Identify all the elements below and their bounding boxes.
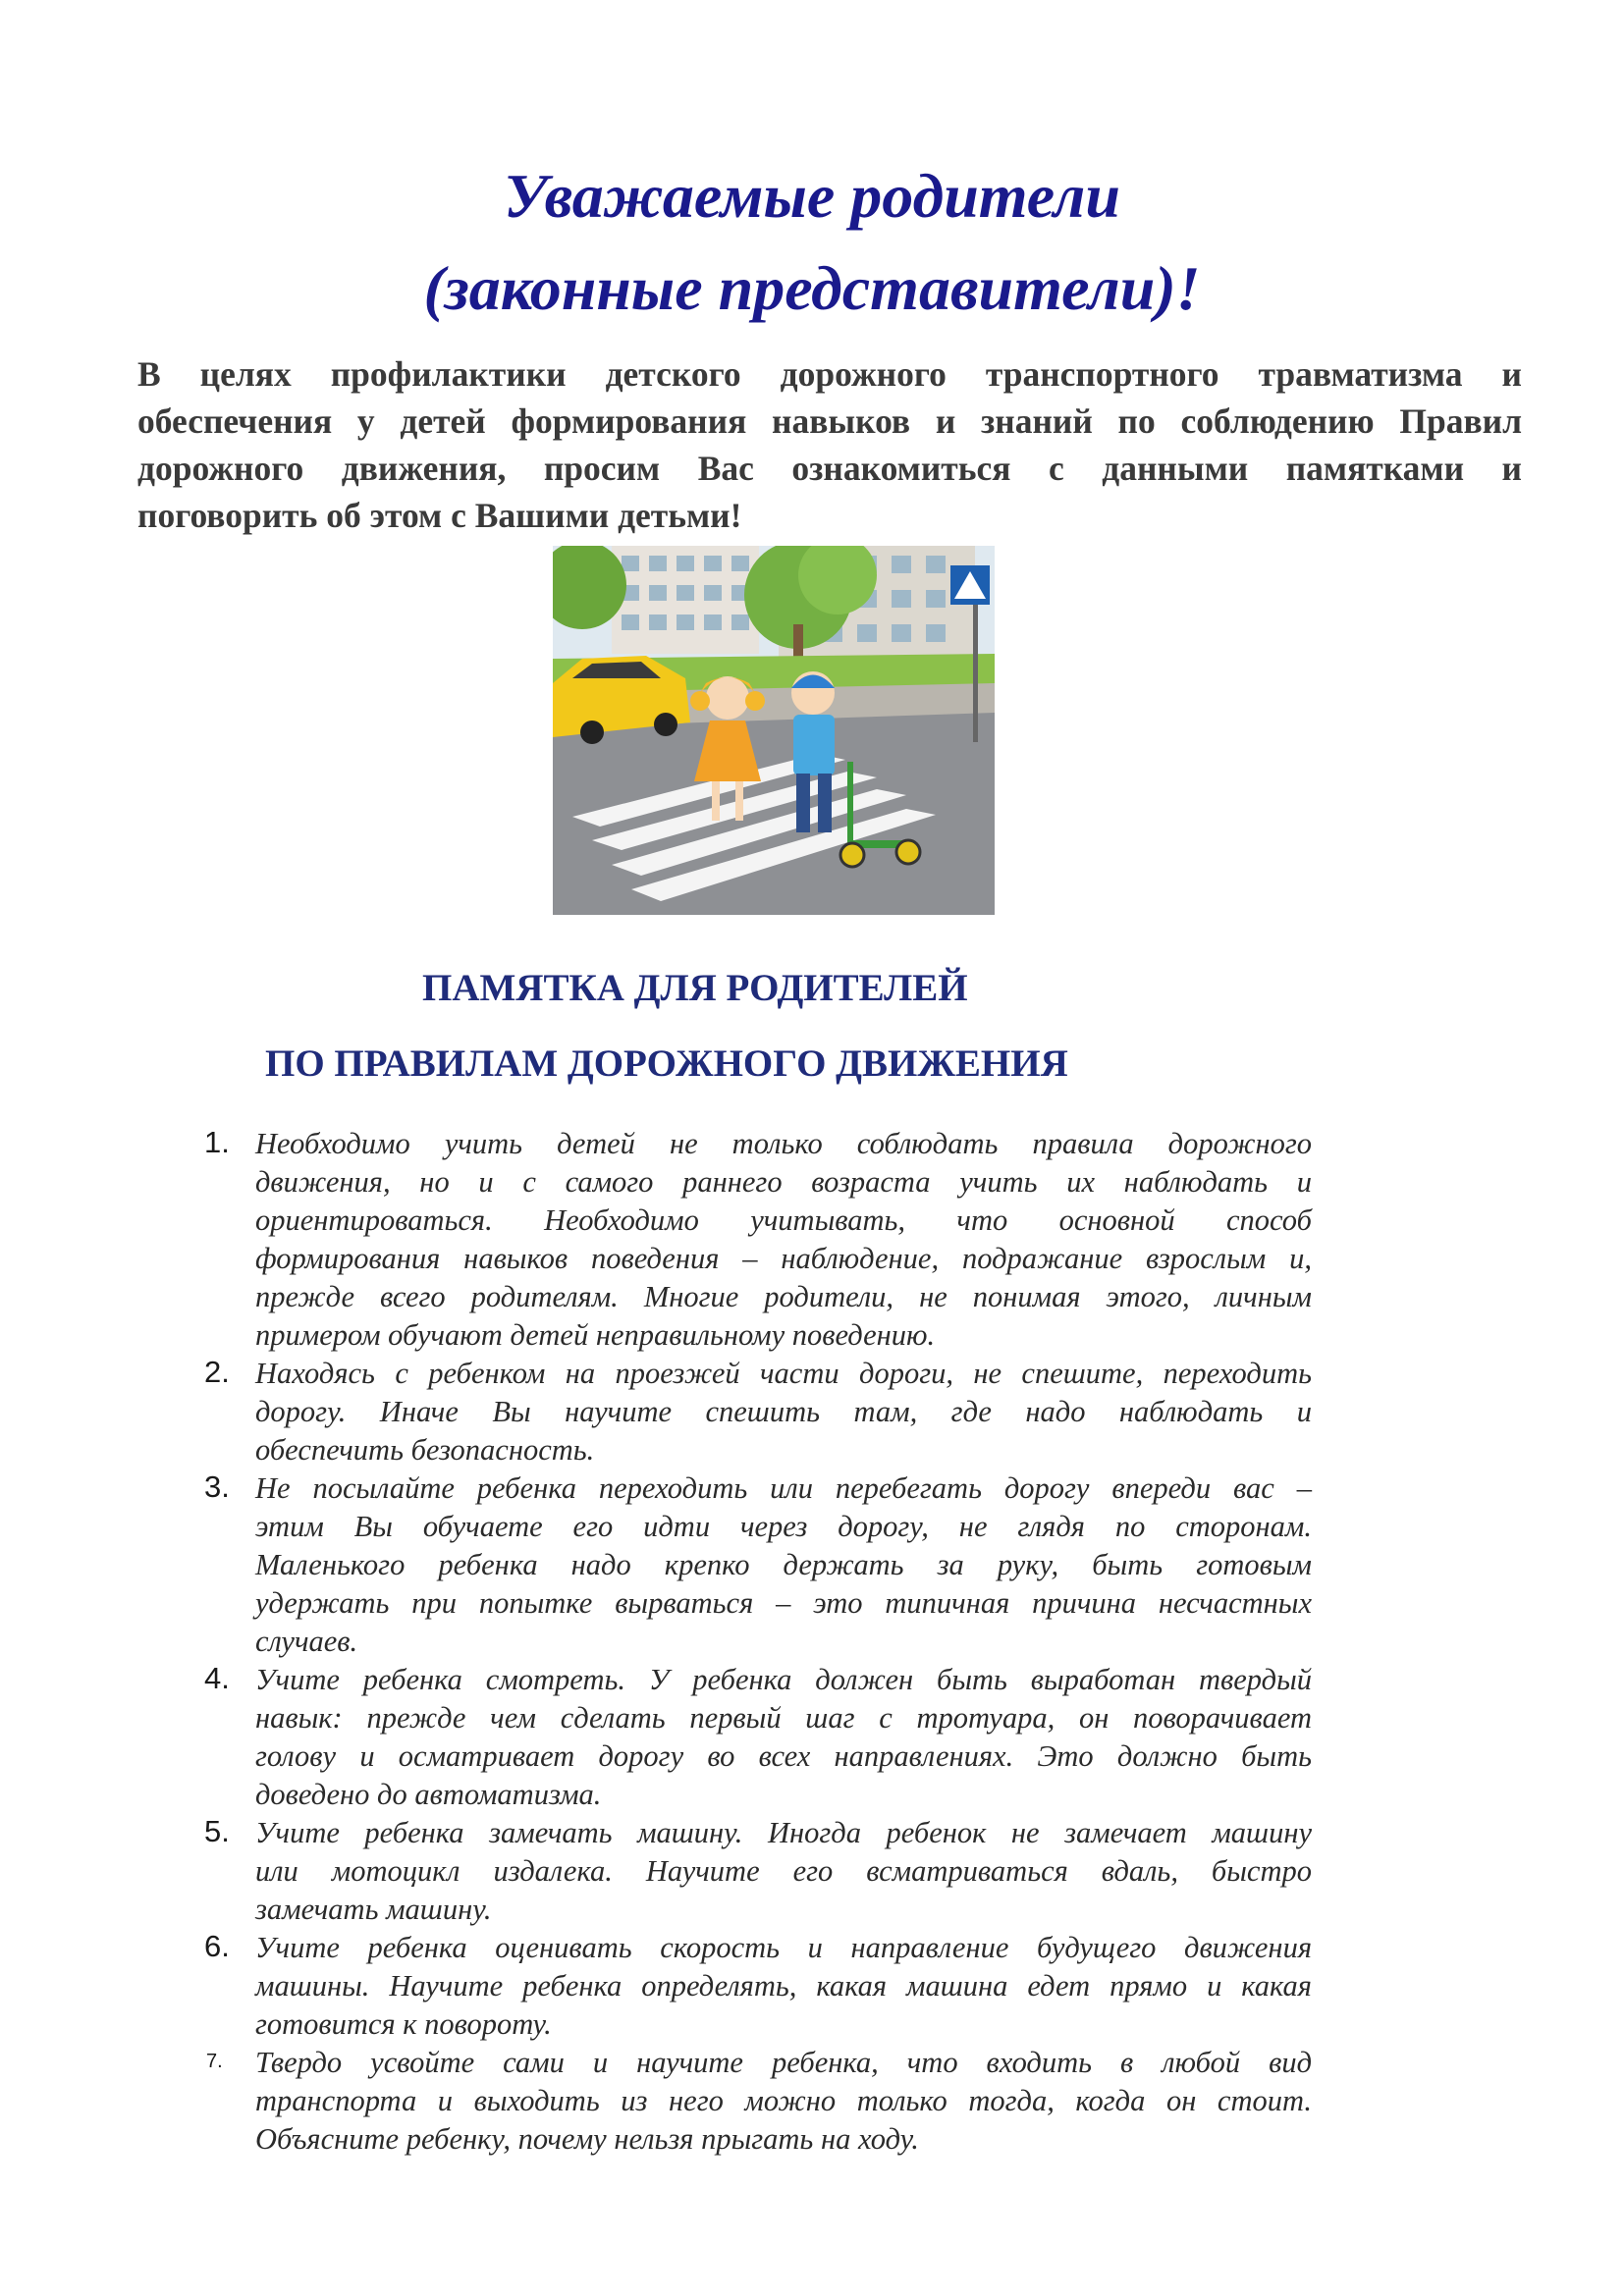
list-item-line: Учите ребенка замечать машину. Иногда ребенок не замечает машину: [255, 1816, 1312, 1849]
list-item-line: ориентироваться. Необходимо учитывать, что основной способ: [255, 1203, 1312, 1237]
intro-line: В целях профилактики детского дорожного транспортного травматизма и: [137, 354, 1522, 394]
list-item-line: Учите ребенка оценивать скорость и направление будущего движения: [255, 1931, 1312, 1964]
list-item-number: 1.: [204, 1125, 230, 1159]
list-item-line: машины. Научите ребенка определять, какая машина едет прямо и какая: [255, 1969, 1312, 2002]
intro-line: обеспечения у детей формирования навыков и знаний по соблюдению Правил: [137, 401, 1522, 441]
memo-heading-line-1: ПАМЯТКА ДЛЯ РОДИТЕЛЕЙ: [422, 967, 968, 1009]
children-crosswalk-illustration: [553, 546, 995, 915]
list-item-line: Объясните ребенку, почему нельзя прыгать на ходу.: [255, 2122, 919, 2156]
list-item-line: дорогу. Иначе Вы научите спешить там, где надо наблюдать и: [255, 1395, 1312, 1428]
list-item-line: готовится к повороту.: [255, 2007, 552, 2041]
list-item-line: или мотоцикл издалека. Научите его всматриваться вдаль, быстро: [255, 1854, 1312, 1888]
list-item-number: 6.: [204, 1929, 230, 1963]
list-item-line: Маленького ребенка надо крепко держать за руку, быть готовым: [255, 1548, 1312, 1581]
list-item-line: формирования навыков поведения – наблюдение, подражание взрослым и,: [255, 1242, 1312, 1275]
list-item-line: Находясь с ребенком на проезжей части дороги, не спешите, переходить: [255, 1357, 1312, 1390]
list-item-line: удержать при попытке вырваться – это типичная причина несчастных: [255, 1586, 1312, 1620]
title-line-2: (законные представители)!: [423, 253, 1201, 323]
list-item-line: обеспечить безопасность.: [255, 1433, 595, 1467]
list-item-line: Твердо усвойте сами и научите ребенка, что входить в любой вид: [255, 2046, 1312, 2079]
memo-heading-line-2: ПО ПРАВИЛАМ ДОРОЖНОГО ДВИЖЕНИЯ: [265, 1042, 1068, 1085]
list-item-line: прежде всего родителям. Многие родители, не понимая этого, личным: [255, 1280, 1312, 1313]
list-item-line: Учите ребенка смотреть. У ребенка должен быть выработан твердый: [255, 1663, 1312, 1696]
list-item-number: 3.: [204, 1469, 230, 1504]
list-item-line: Не посылайте ребенка переходить или перебегать дорогу впереди вас –: [255, 1471, 1312, 1505]
list-item-number: 2.: [204, 1355, 230, 1389]
list-item-line: навык: прежде чем сделать первый шаг с тротуара, он поворачивает: [255, 1701, 1312, 1735]
list-item-number: 4.: [204, 1661, 230, 1695]
list-item-line: голову и осматривает дорогу во всех направлениях. Это должно быть: [255, 1739, 1312, 1773]
list-item-line: движения, но и с самого раннего возраста учить их наблюдать и: [255, 1165, 1312, 1199]
intro-line: поговорить об этом с Вашими детьми!: [137, 496, 742, 535]
list-item-line: случаев.: [255, 1625, 358, 1658]
list-item-line: замечать машину.: [255, 1893, 492, 1926]
list-item-line: примером обучают детей неправильному поведению.: [255, 1318, 936, 1352]
list-item-line: доведено до автоматизма.: [255, 1778, 602, 1811]
list-item-line: транспорта и выходить из него можно только тогда, когда он стоит.: [255, 2084, 1312, 2117]
title-line-1: Уважаемые родители: [504, 161, 1120, 231]
intro-line: дорожного движения, просим Вас ознакомиться с данными памятками и: [137, 449, 1522, 488]
list-item-number: 5.: [204, 1814, 230, 1848]
list-item-number: 7.: [206, 2051, 223, 2072]
list-item-line: Необходимо учить детей не только соблюдать правила дорожного: [255, 1127, 1312, 1160]
list-item-line: этим Вы обучаете его идти через дорогу, не глядя по сторонам.: [255, 1510, 1312, 1543]
